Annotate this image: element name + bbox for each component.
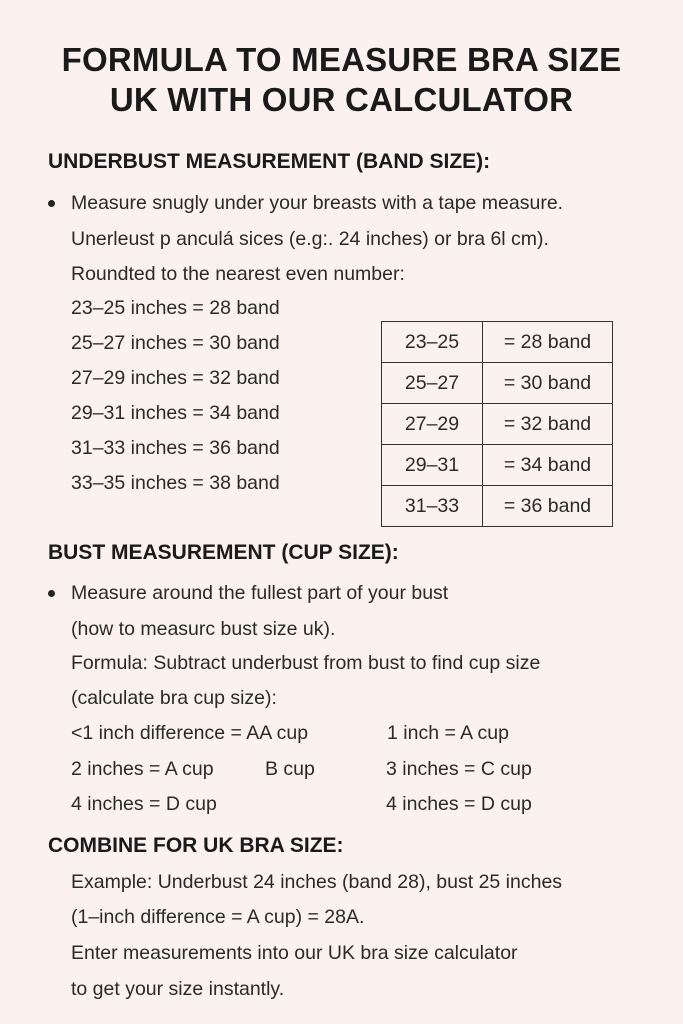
table-row bbox=[382, 445, 613, 486]
bust-formula: Formula: Subtract underbust from bust to find cup size bbox=[71, 652, 541, 674]
bust-formula-note: (calculate bra cup size): bbox=[71, 687, 277, 709]
table-cell-band: = 32 band bbox=[483, 404, 613, 445]
table-row bbox=[382, 486, 613, 527]
combine-heading: COMBINE FOR UK BRA SIZE: bbox=[48, 834, 344, 857]
table-cell-band: = 30 band bbox=[483, 363, 613, 404]
bust-instruction: Measure around the fullest part of your bust bbox=[71, 582, 449, 604]
table-cell-band: = 28 band bbox=[483, 322, 613, 363]
underbust-note: Unerleust p anculá sices (e.g:. 24 inches) or bra 6l cm). bbox=[71, 228, 549, 250]
underbust-rounding-note: Roundted to the nearest even number: bbox=[71, 263, 405, 285]
calculator-instruction: Enter measurements into our UK bra size calculator bbox=[71, 942, 518, 964]
table-cell-band: = 34 band bbox=[483, 445, 613, 486]
cup-size-item: 1 inch = A cup bbox=[387, 722, 509, 744]
table-cell-range: 31–33 bbox=[382, 486, 483, 527]
cup-size-item: 4 inches = D cup bbox=[71, 793, 217, 815]
bullet-icon bbox=[48, 590, 55, 597]
band-list-item: 27–29 inches = 32 band bbox=[71, 367, 280, 389]
band-list-item: 31–33 inches = 36 band bbox=[71, 437, 280, 459]
band-list-item: 23–25 inches = 28 band bbox=[71, 297, 280, 319]
table-cell-band: = 36 band bbox=[483, 486, 613, 527]
cup-size-item: 2 inches = A cup bbox=[71, 758, 214, 780]
calculator-instruction-cont: to get your size instantly. bbox=[71, 978, 285, 1000]
page-title-line-1: FORMULA TO MEASURE BRA SIZE bbox=[61, 41, 622, 78]
band-list-item: 29–31 inches = 34 band bbox=[71, 402, 280, 424]
combine-example-result: (1–inch difference = A cup) = 28A. bbox=[71, 906, 365, 928]
table-cell-range: 23–25 bbox=[382, 322, 483, 363]
band-size-table bbox=[381, 321, 613, 527]
cup-size-item: 3 inches = C cup bbox=[386, 758, 532, 780]
cup-size-item: B cup bbox=[265, 758, 315, 780]
underbust-instruction: Measure snugly under your breasts with a tape measure. bbox=[71, 192, 564, 214]
band-list-item: 33–35 inches = 38 band bbox=[71, 472, 280, 494]
table-cell-range: 25–27 bbox=[382, 363, 483, 404]
bullet-icon bbox=[48, 200, 55, 207]
table-cell-range: 27–29 bbox=[382, 404, 483, 445]
bust-note: (how to measurc bust size uk). bbox=[71, 618, 336, 640]
page-title-line-2: UK WITH OUR CALCULATOR bbox=[109, 81, 574, 118]
underbust-heading: UNDERBUST MEASUREMENT (BAND SIZE): bbox=[48, 150, 491, 173]
band-list-item: 25–27 inches = 30 band bbox=[71, 332, 280, 354]
cup-size-item: <1 inch difference = AA cup bbox=[71, 722, 309, 744]
table-row bbox=[382, 363, 613, 404]
table-row bbox=[382, 404, 613, 445]
cup-size-item: 4 inches = D cup bbox=[386, 793, 532, 815]
table-cell-range: 29–31 bbox=[382, 445, 483, 486]
table-row bbox=[382, 322, 613, 363]
bust-heading: BUST MEASUREMENT (CUP SIZE): bbox=[48, 541, 399, 564]
combine-example: Example: Underbust 24 inches (band 28), bust 25 inches bbox=[71, 871, 563, 893]
